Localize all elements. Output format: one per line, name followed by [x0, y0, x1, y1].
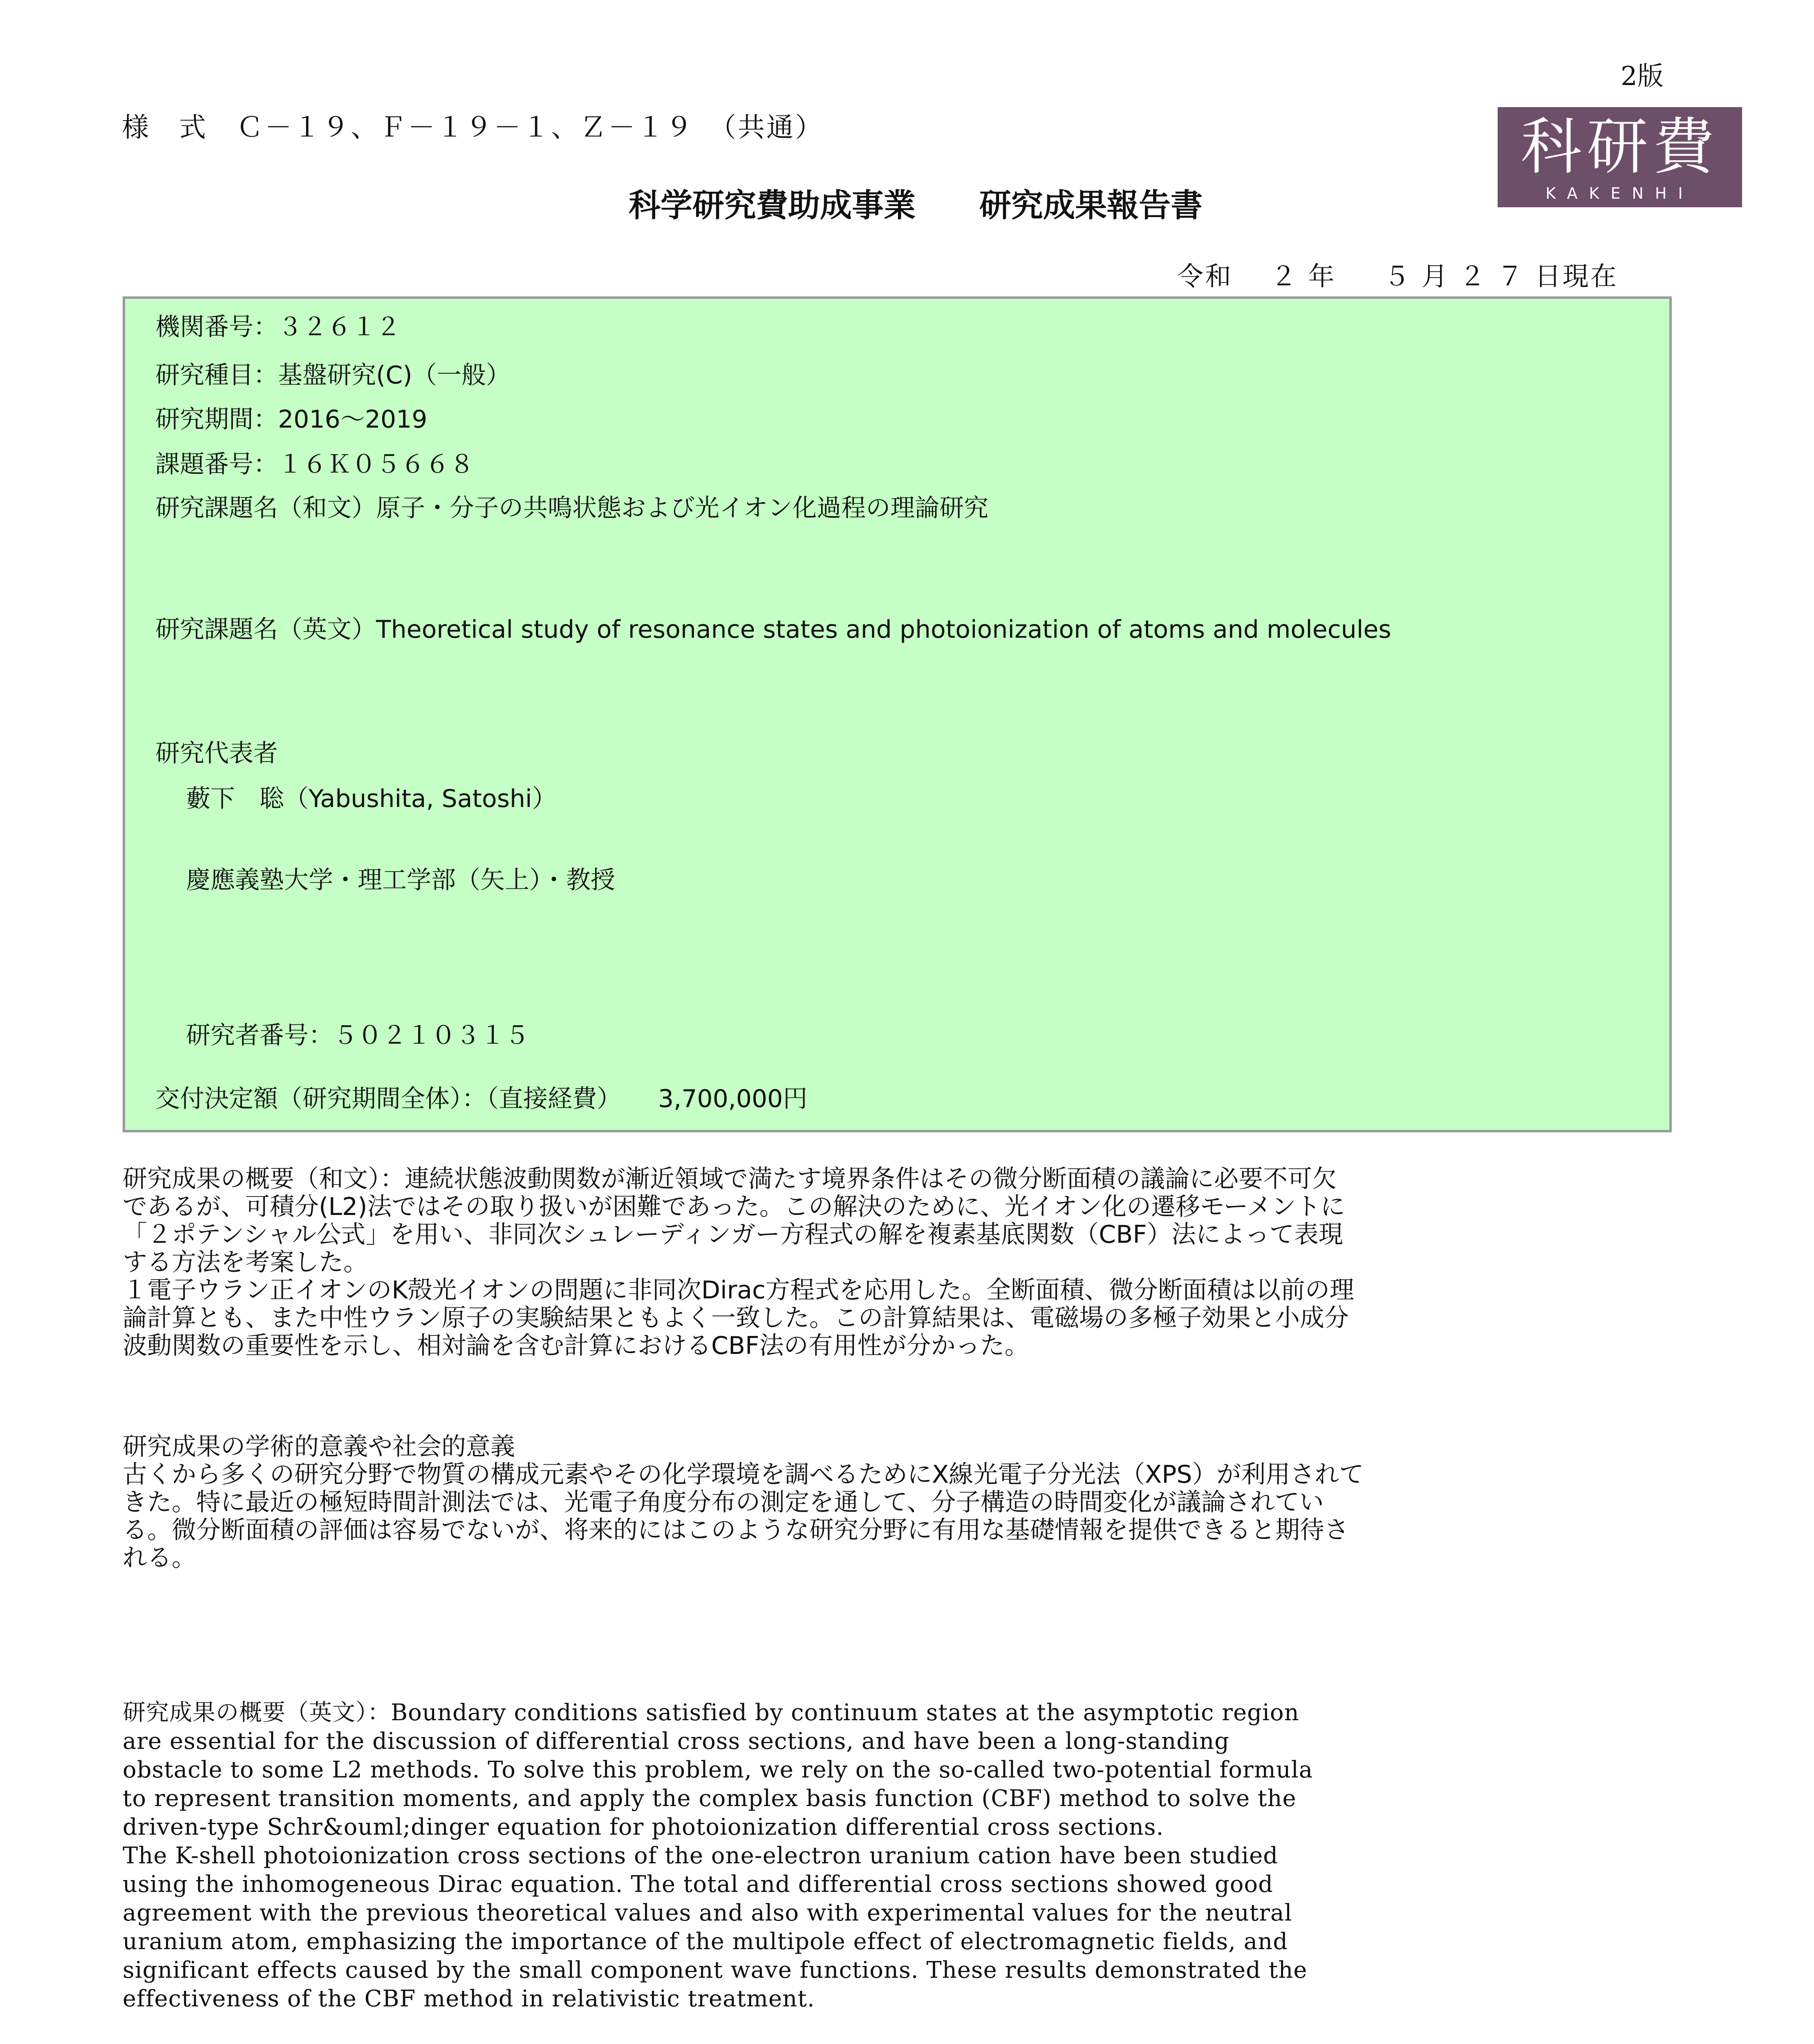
- page-title: 科学研究費助成事業 研究成果報告書: [629, 187, 1203, 224]
- significance-section: [123, 1433, 1676, 1572]
- representative-label: 研究代表者: [155, 739, 278, 768]
- version-label: 2版: [1621, 61, 1664, 92]
- summary-jp-line: １電子ウラン正イオンのK殻光イオンの問題に非同次Dirac方程式を応用した。全断面積、微分断面積は以前の理: [123, 1276, 1355, 1304]
- significance-line: る。微分断面積の評価は容易でないが、将来的にはこのような研究分野に有用な基礎情報を提供できると期待さ: [123, 1516, 1349, 1544]
- affiliation: 慶應義塾大学・理工学部（矢上）・教授: [186, 866, 615, 894]
- summary-en-line: significant effects caused by the small component wave functions. These results demonstrated the: [123, 1957, 1308, 1983]
- summary-en-line: are essential for the discussion of differential cross sections, and have been a long-standing: [123, 1728, 1229, 1755]
- summary-jp-line: であるが、可積分(L2)法ではその取り扱いが困難であった。この解決のために、光イオン化の遷移モーメントに: [123, 1192, 1345, 1221]
- logo-kanji: 科研費: [1520, 112, 1719, 183]
- summary-en-line: effectiveness of the CBF method in relativistic treatment.: [123, 1986, 815, 2012]
- summary-jp: [123, 1165, 1676, 1360]
- significance-line: れる。: [123, 1544, 196, 1572]
- report-date: 令和 ２ 年 ５ 月 ２ ７ 日現在: [1177, 262, 1618, 292]
- summary-en-line: The K-shell photoionization cross sections of the one-electron uranium cation have been studied: [123, 1842, 1279, 1869]
- summary-jp-line: 研究成果の概要（和文）：連続状態波動関数が漸近領域で満たす境界条件はその微分断面積の議論に必要不可欠: [123, 1165, 1337, 1193]
- representative-name: 藪下 聡（Yabushita, Satoshi）: [186, 784, 557, 813]
- summary-jp-line: 「２ポテンシャル公式」を用い、非同次シュレーディンガー方程式の解を複素基底関数（CBF）法によって表現: [123, 1220, 1343, 1249]
- grant-amount: 交付決定額（研究期間全体）：（直接経費） 3,700,000円: [155, 1085, 808, 1113]
- summary-jp-line: する方法を考案した。: [123, 1248, 368, 1277]
- summary-en-line: using the inhomogeneous Dirac equation. The total and differential cross sections showed good: [123, 1871, 1273, 1898]
- project-title-jp: 研究課題名（和文）原子・分子の共鳴状態および光イオン化過程の理論研究: [155, 494, 989, 522]
- researcher-number: 研究者番号：５０２１０３１５: [186, 1021, 529, 1050]
- summary-jp-line: 論計算とも、また中性ウラン原子の実験結果ともよく一致した。この計算結果は、電磁場の多極子効果と小成分: [123, 1304, 1349, 1332]
- logo-roman: KAKENHI: [1545, 184, 1694, 202]
- summary-en-line: uranium atom, emphasizing the importance of the multipole effect of electromagnetic fields, and: [123, 1928, 1288, 1955]
- form-code: 様 式 Ｃ－１９、Ｆ－１９－１、Ｚ－１９ （共通）: [122, 112, 824, 143]
- significance-line: きた。特に最近の極短時間計測法では、光電子角度分布の測定を通して、分子構造の時間変化が議論されてい: [123, 1488, 1324, 1517]
- summary-en-line: obstacle to some L2 methods. To solve this problem, we rely on the so-called two-potential formula: [123, 1757, 1313, 1783]
- project-number: 課題番号：１６Ｋ０５６６８: [155, 450, 474, 479]
- research-type: 研究種目：基盤研究(C)（一般）: [155, 361, 511, 390]
- kakenhi-logo: [1498, 107, 1742, 207]
- summary-en-line: driven-type Schr&ouml;dinger equation for photoionization differential cross sections.: [123, 1814, 1164, 1840]
- summary-en-line: agreement with the previous theoretical values and also with experimental values for the neutral: [123, 1900, 1292, 1926]
- summary-en-line: 研究成果の概要（英文）：Boundary conditions satisfied by continuum states at the asymptotic region: [123, 1699, 1299, 1726]
- significance-line: 古くから多くの研究分野で物質の構成元素やその化学環境を調べるためにX線光電子分光法（XPS）が利用されて: [123, 1460, 1364, 1489]
- summary-en: [123, 1699, 1676, 2013]
- summary-jp-line: 波動関数の重要性を示し、相対論を含む計算におけるCBF法の有用性が分かった。: [123, 1331, 1029, 1360]
- significance-heading: 研究成果の学術的意義や社会的意義: [123, 1432, 515, 1461]
- project-title-en: 研究課題名（英文）Theoretical study of resonance states and photoionization of atoms and molecules: [155, 615, 1391, 644]
- summary-en-line: to represent transition moments, and apply the complex basis function (CBF) method to solve the: [123, 1785, 1297, 1812]
- institution-number: 機関番号：３２６１２: [155, 313, 401, 341]
- research-period: 研究期間：2016～2019: [155, 405, 428, 434]
